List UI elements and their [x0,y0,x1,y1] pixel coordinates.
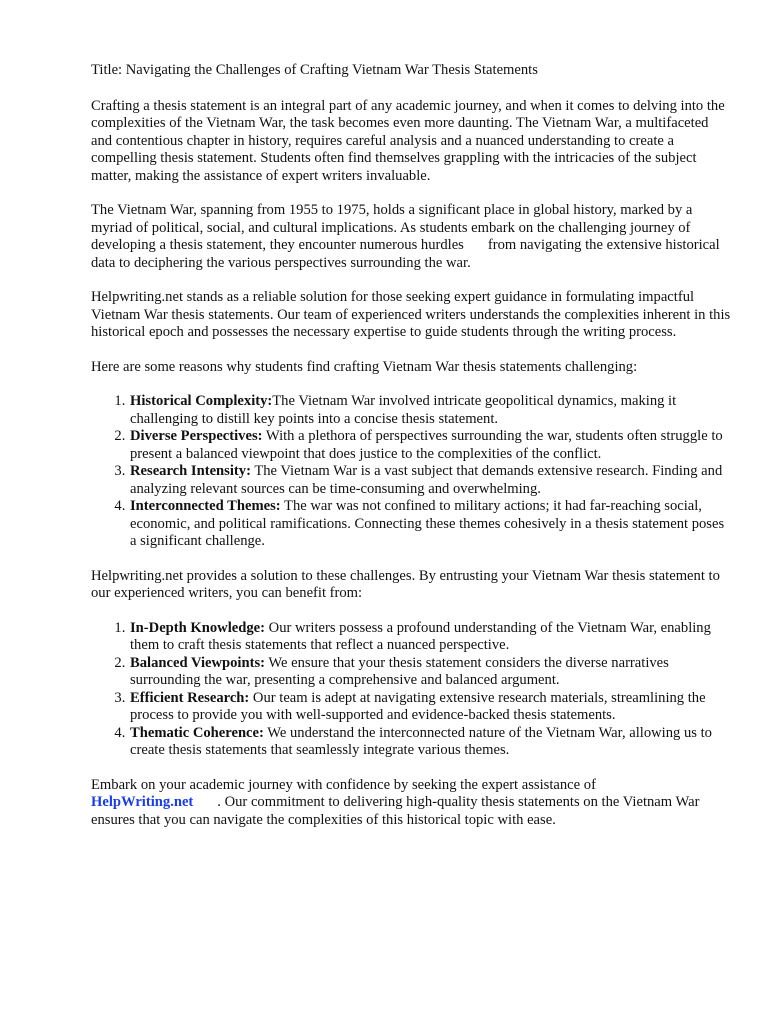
item-text: The Vietnam War involved intricate geopolitical dynamics, making it challenging to distill key points into a concise thesis statement. [130,393,677,427]
helpwriting-link[interactable]: HelpWriting.net [91,794,194,810]
item-term: In-Depth Knowledge: [130,619,265,636]
service-paragraph: Helpwriting.net stands as a reliable solution for those seeking expert guidance in formulating impactful Vietnam War thesis statements. Our team of experienced writers understands the complexities inherent in this historical epoch and possesses the necessary expertise to guide students through the writing process. [91,289,731,340]
item-text: With a plethora of perspectives surrounding the war, students often struggle to present a balanced viewpoint that does justice to the complexities of the conflict. [130,428,723,462]
list-item [129,428,731,463]
item-text: Our writers possess a profound understanding of the Vietnam War, enabling them to craft thesis statements that reflect a nuanced perspective. [130,619,711,653]
list-item [129,690,731,725]
benefits-list [91,620,731,760]
item-term: Balanced Viewpoints: [130,654,266,671]
closing-paragraph [91,777,731,830]
list-item [129,655,731,690]
item-term: Efficient Research: [130,689,250,706]
reasons-intro: Here are some reasons why students find crafting Vietnam War thesis statements challenging: [91,358,638,375]
solution-paragraph: Helpwriting.net provides a solution to these challenges. By entrusting your Vietnam War thesis statement to our experienced writers, you can benefit from: [91,567,720,601]
list-item [129,393,731,428]
document-body [91,62,731,846]
intro-paragraph: Crafting a thesis statement is an integral part of any academic journey, and when it comes to delving into the complexities of the Vietnam War, the task becomes even more daunting. The Vietnam War, a multifaceted and contentious chapter in history, requires careful analysis and a nuanced understanding to create a compelling thesis statement. Students often find themselves grappling with the intricacies of the subject matter, making the assistance of expert writers invaluable. [91,97,725,184]
history-paragraph [91,202,731,272]
closing-text-start: Embark on your academic journey with confidence by seeking the expert assistance of [91,776,596,793]
item-term: Thematic Coherence: [130,724,264,741]
item-text: We understand the interconnected nature of the Vietnam War, allowing us to create thesis statements that seamlessly integrate various themes. [130,724,712,758]
closing-text-end: . Our commitment to delivering high-quality thesis statements on the Vietnam War ensures that you can navigate the complexities of this historical topic with ease. [91,794,700,828]
history-text-start: The Vietnam War, spanning from 1955 to 1975, holds a significant place in global history, marked by a myriad of political, social, and cultural implications. As students embark on the challenging journey of developing a thesis statement, they encounter numerous hurdles [91,202,693,253]
item-term: Diverse Perspectives: [130,428,263,444]
item-term: Historical Complexity: [130,393,273,409]
item-term: Interconnected Themes: [130,498,281,514]
challenges-list [91,393,731,551]
document-title: Title: Navigating the Challenges of Crafting Vietnam War Thesis Statements [91,62,538,78]
list-item [129,498,731,551]
item-term: Research Intensity: [130,463,251,479]
item-text: The Vietnam War is a vast subject that demands extensive research. Finding and analyzing relevant sources can be time-consuming and overwhelming. [130,463,723,497]
list-item [129,463,731,498]
list-item [129,620,731,655]
list-item [129,725,731,760]
item-text: We ensure that your thesis statement considers the diverse narratives surrounding the war, presenting a comprehensive and balanced argument. [130,654,669,688]
item-text: Our team is adept at navigating extensive research materials, streamlining the process to provide you with well-supported and evidence-backed thesis statements. [130,689,706,723]
item-text: The war was not confined to military actions; it had far-reaching social, economic, and political ramifications. Connecting these themes cohesively in a thesis statement poses a significant challenge. [130,498,725,549]
history-text-end: from navigating the extensive historical data to deciphering the various perspectives surrounding the war. [91,237,720,271]
